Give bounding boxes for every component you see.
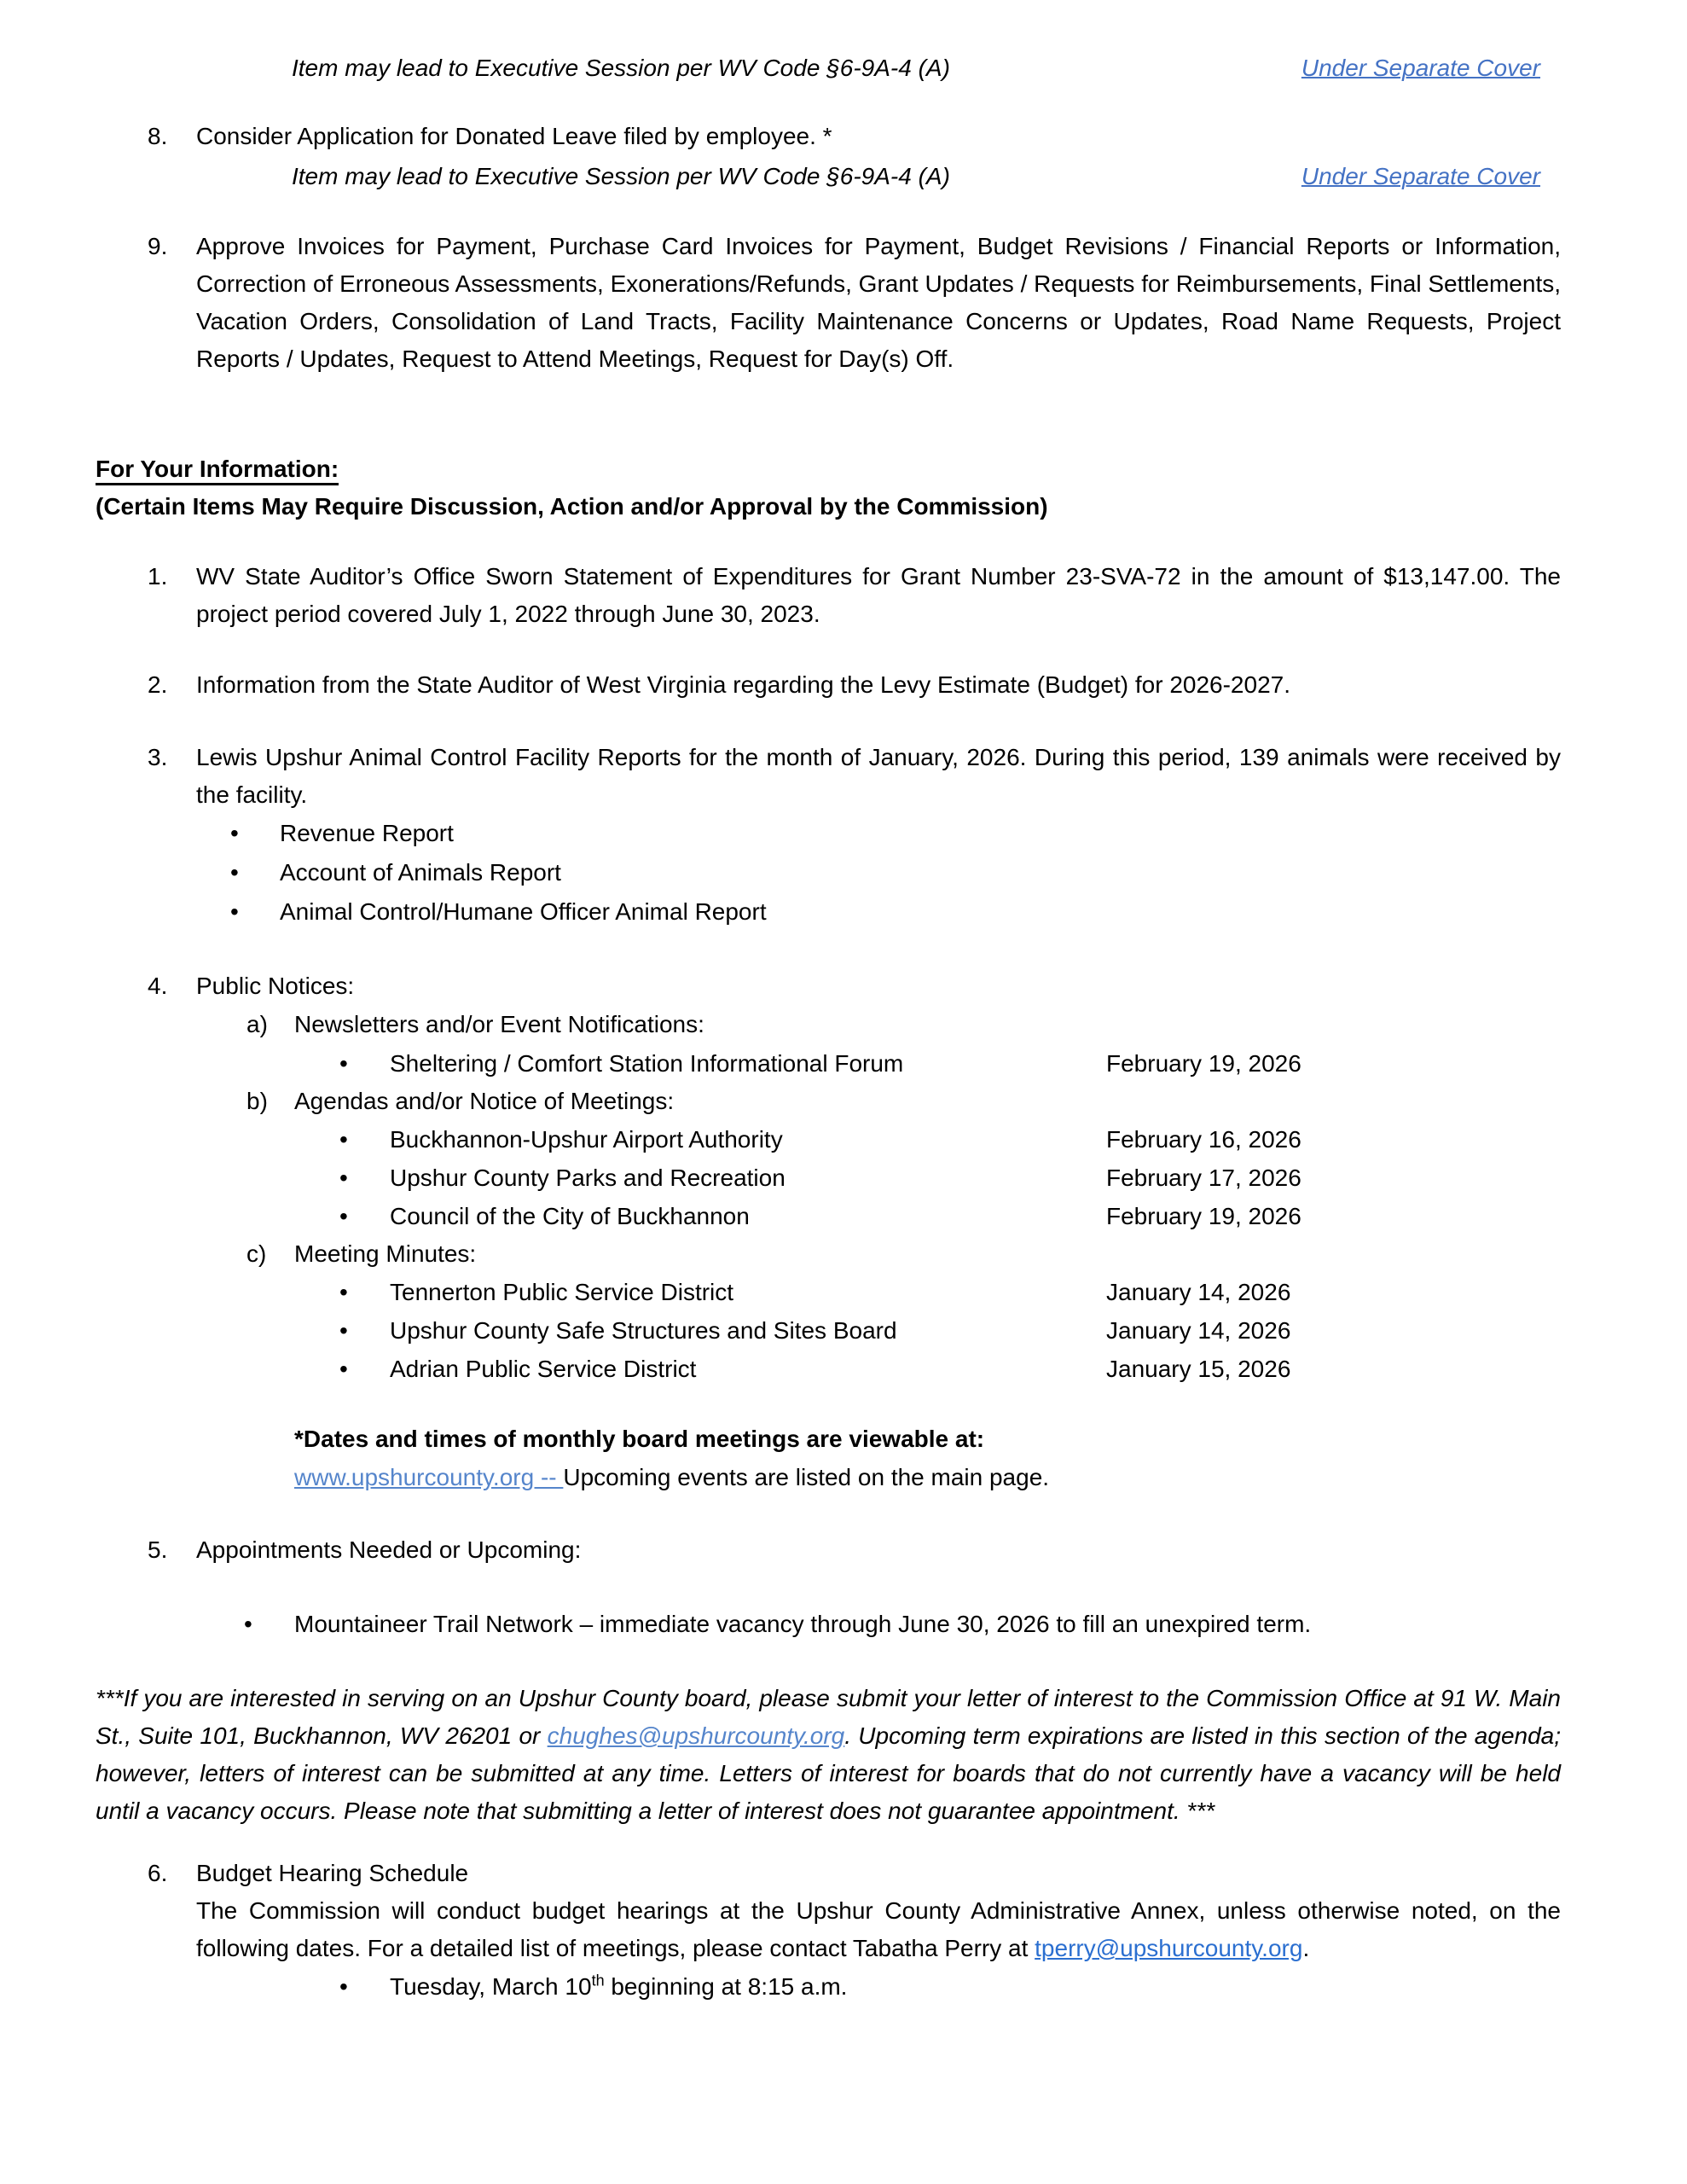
upshurcounty-website-link[interactable]: www.upshurcounty.org -- (294, 1464, 564, 1490)
chughes-email-link[interactable]: chughes@upshurcounty.org (547, 1722, 845, 1749)
item-8-number: 8. (148, 123, 168, 149)
entry-name: Sheltering / Comfort Station Informational Forum (390, 1050, 904, 1077)
fyi-item-4a-text: Newsletters and/or Event Notifications: (294, 1011, 704, 1037)
interest-note-part1: ***If you are interested in serving on an Upshur County board, please submit your letter of interest to the Commission Office at 91 W. Main St., Suite 101, Buckhannon, WV 26201 or (96, 1685, 1561, 1749)
fyi-item-5-number: 5. (148, 1536, 168, 1563)
item-9-text: Approve Invoices for Payment, Purchase Card Invoices for Payment, Budget Revisions / Financial Reports or Information, Correction of Erroneous Assessments, Exonerations/Refunds, Grant Updates / Requests for Reimbursements, Final Settlements, Vacation Orders, Consolidation of Land Tracts, Facility Maintenance Concerns or Updates, Road Name Requests, Project Reports / Updates, Request to Attend Meetings, Request for Day(s) Off. (196, 233, 1561, 372)
fyi-item-4a-label: a) (246, 1011, 268, 1037)
fyi-heading-row (96, 450, 1561, 488)
executive-session-note: Item may lead to Executive Session per WV Code §6-9A-4 (A) (292, 163, 950, 189)
fyi-item-6-title: Budget Hearing Schedule (196, 1860, 469, 1886)
fyi-item-6-number: 6. (148, 1860, 168, 1886)
letters-of-interest-note (96, 1680, 1561, 1830)
entry-date: February 19, 2026 (1106, 1203, 1301, 1229)
under-separate-cover-link[interactable]: Under Separate Cover (1301, 163, 1540, 189)
agenda-item-8 (96, 118, 1561, 155)
board-meetings-note: *Dates and times of monthly board meetings are viewable at: (294, 1426, 985, 1452)
fyi-item-4-number: 4. (148, 973, 168, 999)
minutes-entry (96, 1312, 1561, 1350)
notice-entry (96, 1045, 1561, 1083)
entry-name: Council of the City of Buckhannon (390, 1203, 750, 1229)
entry-name: Upshur County Parks and Recreation (390, 1165, 786, 1191)
bullet-text-pre: Tuesday, March 10 (390, 1973, 592, 2000)
item-8-text: Consider Application for Donated Leave filed by employee. * (196, 123, 832, 149)
fyi-item-1-text: WV State Auditor’s Office Sworn Statement of Expenditures for Grant Number 23-SVA-72 in the amount of $13,147.00. The project period covered July 1, 2022 through June 30, 2023. (196, 563, 1561, 627)
executive-session-note-row-top (96, 49, 1561, 87)
fyi-item-1-number: 1. (148, 563, 168, 590)
fyi-item-4 (96, 967, 1561, 1005)
entry-date: February 17, 2026 (1106, 1165, 1301, 1191)
fyi-item-3-bullet-revenue (96, 815, 1561, 852)
interest-note-part2: . Upcoming term expirations are listed in this section of the agenda; however, letters of interest can be submitted at any time. Letters of interest for boards that do not currently have a vacancy will be held until a vacancy occurs. Please note that submitting a letter of interest does not guarantee appointment. *** (96, 1722, 1562, 1824)
fyi-item-2-text: Information from the State Auditor of West Virginia regarding the Levy Estimate (Budget) for 2026-2027. (196, 671, 1290, 698)
notice-entry (96, 1198, 1561, 1235)
fyi-item-4c-label: c) (246, 1240, 267, 1267)
entry-name: Tennerton Public Service District (390, 1279, 734, 1305)
budget-para-part1: The Commission will conduct budget hearings at the Upshur County Administrative Annex, unless otherwise noted, on the following dates. For a detailed list of meetings, please contact Tabatha Perry at (196, 1897, 1561, 1961)
ordinal-superscript: th (591, 1972, 605, 1989)
bullet-text: Revenue Report (280, 820, 454, 846)
fyi-item-1 (96, 558, 1561, 633)
fyi-item-3 (96, 739, 1561, 814)
fyi-item-3-number: 3. (148, 744, 168, 770)
agenda-item-9 (96, 228, 1561, 378)
fyi-item-4a (96, 1006, 1561, 1043)
executive-session-note-row-item8 (96, 158, 1561, 195)
budget-hearing-paragraph (196, 1892, 1561, 1967)
fyi-item-4c-text: Meeting Minutes: (294, 1240, 477, 1267)
entry-name: Buckhannon-Upshur Airport Authority (390, 1126, 783, 1153)
entry-date: January 14, 2026 (1106, 1279, 1291, 1305)
fyi-item-2-number: 2. (148, 671, 168, 698)
fyi-item-4b-text: Agendas and/or Notice of Meetings: (294, 1088, 675, 1114)
fyi-item-4-text: Public Notices: (196, 973, 355, 999)
fyi-item-4c (96, 1235, 1561, 1273)
bullet-text-post: beginning at 8:15 a.m. (604, 1973, 848, 2000)
fyi-item-4b (96, 1083, 1561, 1120)
under-separate-cover-link[interactable]: Under Separate Cover (1301, 55, 1540, 81)
entry-date: February 16, 2026 (1106, 1126, 1301, 1153)
board-meetings-link-row (96, 1459, 1561, 1496)
fyi-subheading: (Certain Items May Require Discussion, Action and/or Approval by the Commission) (96, 493, 1048, 520)
bullet-text: Animal Control/Humane Officer Animal Report (280, 898, 767, 925)
fyi-heading: For Your Information: (96, 456, 339, 485)
notice-entry (96, 1121, 1561, 1159)
bullet-text: Mountaineer Trail Network – immediate vacancy through June 30, 2026 to fill an unexpired term. (294, 1611, 1312, 1637)
budget-hearing-bullet (96, 1968, 1561, 2006)
appointment-bullet-mountaineer (96, 1606, 1561, 1643)
bullet-text: Account of Animals Report (280, 859, 561, 886)
fyi-item-4b-label: b) (246, 1088, 268, 1114)
entry-date: January 15, 2026 (1106, 1356, 1291, 1382)
executive-session-note: Item may lead to Executive Session per WV Code §6-9A-4 (A) (292, 55, 950, 81)
entry-date: February 19, 2026 (1106, 1050, 1301, 1077)
fyi-item-5-text: Appointments Needed or Upcoming: (196, 1536, 582, 1563)
entry-date: January 14, 2026 (1106, 1317, 1291, 1344)
fyi-item-3-bullet-officer (96, 893, 1561, 931)
fyi-item-5 (96, 1531, 1561, 1569)
minutes-entry (96, 1274, 1561, 1311)
budget-para-part2: . (1302, 1935, 1310, 1961)
notice-entry (96, 1159, 1561, 1197)
entry-name: Adrian Public Service District (390, 1356, 697, 1382)
item-9-number: 9. (148, 233, 168, 259)
fyi-item-3-bullet-animals (96, 854, 1561, 892)
minutes-entry (96, 1350, 1561, 1388)
fyi-item-2 (96, 666, 1561, 704)
entry-name: Upshur County Safe Structures and Sites Board (390, 1317, 897, 1344)
tperry-email-link[interactable]: tperry@upshurcounty.org (1035, 1935, 1303, 1961)
website-link-suffix: Upcoming events are listed on the main page. (563, 1464, 1050, 1490)
fyi-item-3-text: Lewis Upshur Animal Control Facility Reports for the month of January, 2026. During this period, 139 animals were received by the facility. (196, 744, 1561, 808)
fyi-item-6 (96, 1855, 1561, 1967)
